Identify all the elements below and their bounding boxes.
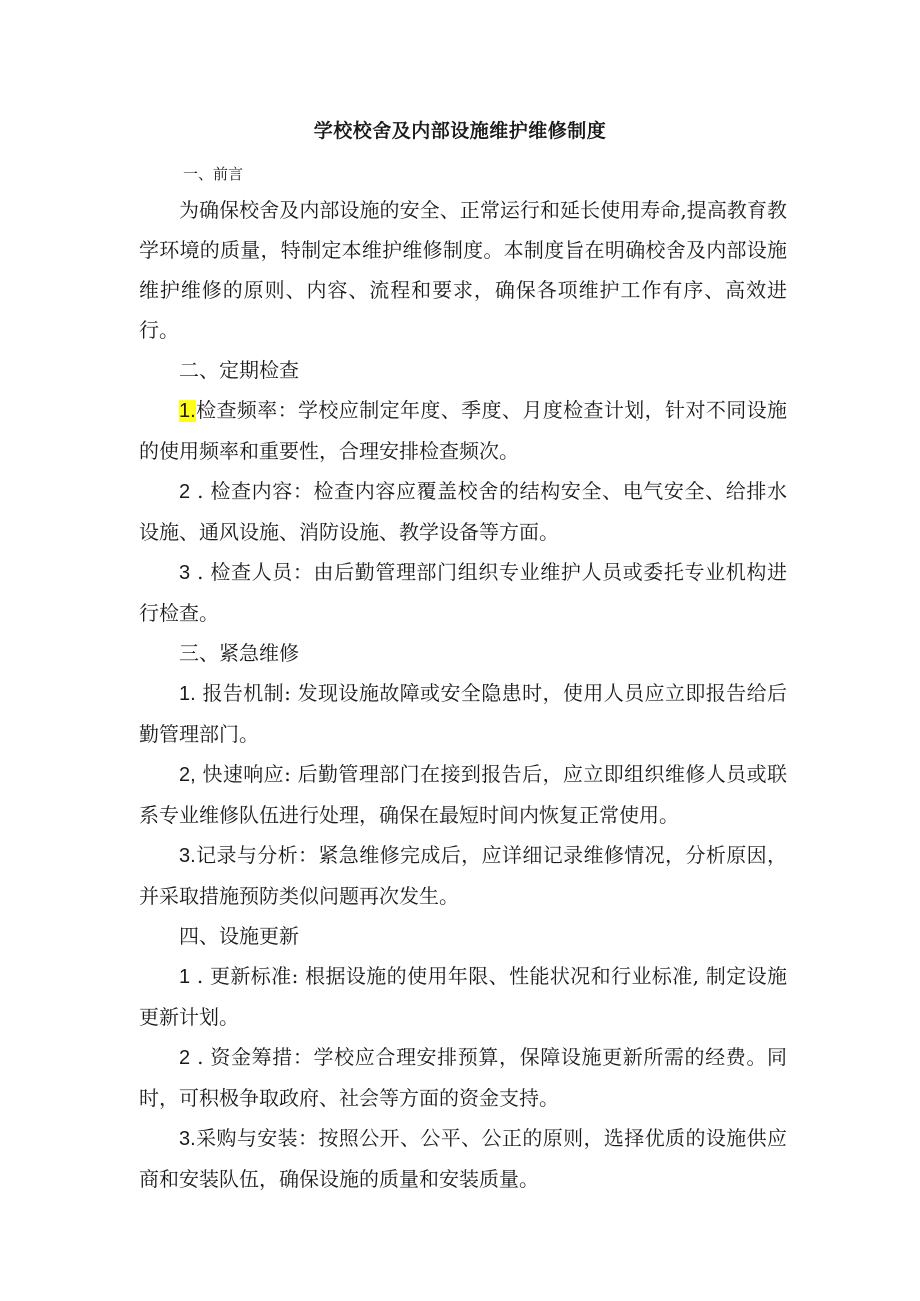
item-number: 1 (179, 966, 191, 988)
item-number: 3 (179, 562, 191, 584)
list-item: 2 . 检查内容：检查内容应覆盖校舍的结构安全、电气安全、给排水设施、通风设施、消防设施、教学设备等方面。 (139, 479, 787, 544)
list-item: 2 . 资金筹措：学校应合理安排预算，保障设施更新所需的经费。同时，可积极争取政府、社会等方面的资金支持。 (139, 1045, 787, 1110)
document-title: 学校校舍及内部设施维护维修制度 (313, 120, 607, 142)
section-heading-emergency: 三、紧急维修 (179, 641, 299, 665)
preface-paragraph: 为确保校舍及内部设施的安全、正常运行和延长使用寿命,提高教育教学环境的质量，特制定本维护维修制度。本制度旨在明确校舍及内部设施维护维修的原则、内容、流程和要求，确保各项维护工作有序、高效进行。 (139, 198, 787, 342)
list-item: 1 . 更新标准: 根据设施的使用年限、性能状况和行业标准, 制定设施更新计划。 (139, 964, 787, 1029)
list-item: 2, 快速响应: 后勤管理部门在接到报告后，应立即组织维修人员或联系专业维修队伍进行处理，确保在最短时间内恢复正常使用。 (139, 762, 787, 827)
item-number: 3. (179, 1128, 196, 1150)
item-number: 3. (179, 845, 196, 867)
item-number: 2, (179, 764, 196, 786)
item-number: 2 (179, 1047, 191, 1069)
item-number: 1. (179, 683, 196, 705)
list-item: 1.检查频率：学校应制定年度、季度、月度检查计划，针对不同设施的使用频率和重要性，合理安排检查频次。 (139, 398, 787, 463)
highlighted-item-number: 1. (179, 400, 196, 422)
list-item: 3.采购与安装：按照公开、公平、公正的原则，选择优质的设施供应商和安装队伍，确保设施的质量和安装质量。 (139, 1126, 787, 1191)
list-item: 3.记录与分析：紧急维修完成后，应详细记录维修情况，分析原因，并采取措施预防类似问题再次发生。 (139, 843, 787, 908)
list-item: 3 . 检查人员：由后勤管理部门组织专业维护人员或委托专业机构进行检查。 (139, 560, 787, 625)
document-body (139, 190, 787, 1199)
item-number: 2 (179, 481, 191, 503)
list-item: 1. 报告机制: 发现设施故障或安全隐患时，使用人员应立即报告给后勤管理部门。 (139, 681, 787, 746)
section-heading-renewal: 四、设施更新 (179, 924, 299, 948)
section-heading-inspection: 二、定期检查 (179, 358, 299, 382)
section-heading-preface: 一、前言 (183, 165, 244, 183)
